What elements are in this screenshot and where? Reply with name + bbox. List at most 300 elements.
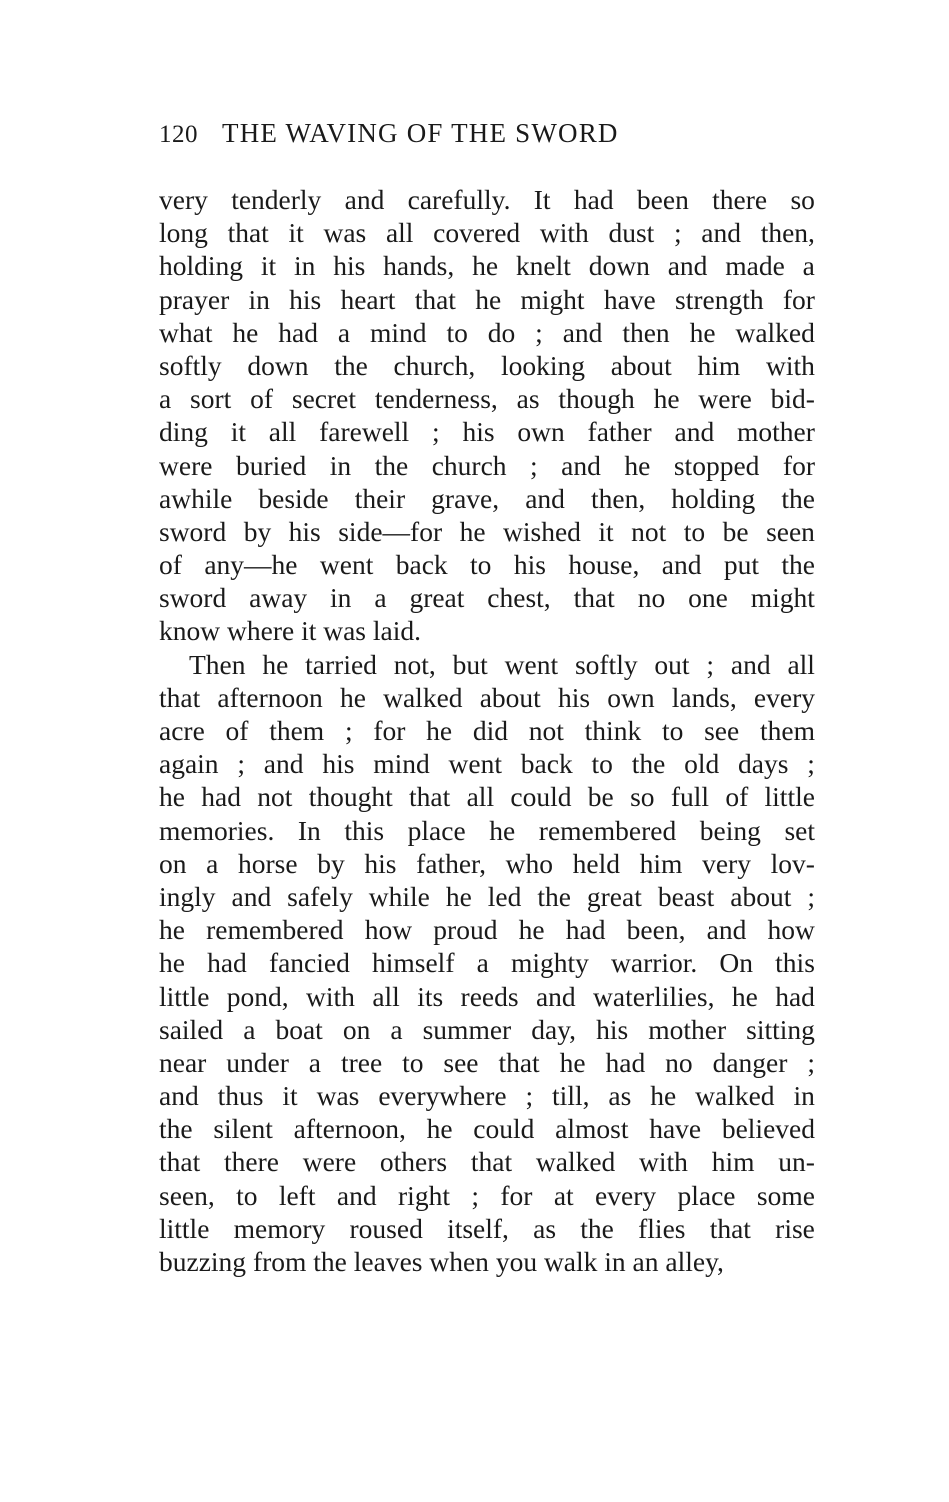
word: his	[364, 847, 397, 879]
word: safely	[287, 880, 353, 912]
word: farewell	[319, 416, 410, 448]
word: there	[712, 184, 768, 215]
word: place	[407, 814, 466, 846]
word: knelt	[515, 250, 571, 282]
word: to	[470, 549, 492, 581]
word: to	[402, 1046, 424, 1078]
word: though	[558, 383, 635, 415]
word: him	[697, 349, 741, 381]
word: mind	[373, 748, 430, 780]
word: in	[248, 283, 270, 315]
word: ;	[807, 1046, 815, 1078]
word: it	[288, 217, 304, 249]
word: old	[684, 748, 720, 780]
word: heart	[340, 283, 396, 315]
book-page	[159, 118, 815, 1278]
word: and	[159, 1080, 199, 1112]
word: covered	[433, 217, 521, 249]
word: afternoon,	[293, 1113, 406, 1145]
word: and	[661, 549, 702, 581]
word: tenderness,	[374, 383, 498, 415]
text-line	[159, 548, 815, 581]
text-line	[159, 581, 815, 614]
word: fancied	[268, 947, 350, 979]
word: on	[342, 1013, 371, 1045]
word: a	[802, 250, 815, 282]
word: as	[533, 1212, 557, 1244]
word: it	[282, 1080, 298, 1112]
word: he	[232, 316, 259, 348]
word: remembered	[538, 814, 677, 846]
word: lands,	[671, 681, 737, 713]
word: ding	[159, 416, 208, 448]
word: his	[596, 1013, 629, 1045]
word: been	[636, 184, 689, 215]
word: tree	[340, 1046, 383, 1078]
word: ingly	[159, 880, 216, 912]
text-line	[159, 283, 815, 316]
word: and	[535, 980, 576, 1012]
text-line	[159, 183, 815, 216]
word: walked	[383, 681, 463, 713]
text-line	[159, 1112, 815, 1145]
word: all	[372, 980, 400, 1012]
word: and	[667, 250, 708, 282]
word: led	[487, 880, 522, 912]
word: with	[766, 349, 815, 381]
text-line	[159, 249, 815, 282]
word: father	[587, 416, 652, 448]
word: this	[344, 814, 385, 846]
word: the	[537, 880, 571, 912]
word: of	[159, 549, 182, 581]
word: he	[489, 814, 516, 846]
word: in	[604, 1246, 633, 1277]
word: sword	[159, 582, 227, 614]
word: little	[764, 781, 815, 813]
word: ;	[673, 217, 682, 249]
word: of	[725, 781, 749, 813]
word: an	[632, 1246, 666, 1277]
word: un-	[778, 1146, 815, 1178]
word: he	[689, 316, 716, 348]
word: he	[624, 449, 651, 481]
word: and	[730, 648, 771, 680]
word: and	[562, 316, 603, 348]
word: walked	[695, 1080, 775, 1112]
word: and	[561, 449, 601, 481]
word: a	[476, 947, 489, 979]
text-line	[159, 1145, 815, 1178]
word: all	[787, 648, 815, 680]
word: softly	[574, 648, 638, 680]
word: and	[701, 217, 742, 249]
word: being	[699, 814, 761, 846]
word: secret	[291, 383, 356, 415]
word: danger	[712, 1046, 788, 1078]
word: be	[587, 781, 614, 813]
text-line	[159, 1046, 815, 1079]
word: ;	[471, 1179, 479, 1211]
word: you	[495, 1246, 544, 1277]
word: stopped	[673, 449, 760, 481]
word: might	[750, 582, 815, 614]
word: long	[159, 217, 208, 249]
word: buzzing	[159, 1246, 253, 1277]
word: any—he	[204, 549, 298, 581]
word: rise	[775, 1212, 815, 1244]
word: their	[354, 482, 406, 514]
word: awhile	[159, 482, 233, 514]
word: be	[722, 515, 749, 547]
word: down	[247, 349, 309, 381]
word: ;	[344, 715, 353, 746]
word: all	[466, 781, 495, 813]
word: church	[431, 449, 507, 481]
word: Then	[189, 648, 246, 680]
word: summer	[422, 1013, 512, 1045]
word: been,	[626, 914, 686, 946]
word: In	[297, 814, 321, 846]
word: church,	[393, 349, 476, 381]
word: roused	[349, 1212, 423, 1244]
word: the	[580, 1212, 614, 1244]
word: a	[390, 1013, 403, 1045]
word: he	[475, 283, 502, 315]
word: others	[379, 1146, 448, 1178]
word: then	[622, 316, 670, 348]
word: boat	[275, 1013, 323, 1045]
word: sailed	[159, 1013, 224, 1045]
text-line	[159, 946, 815, 979]
word: every	[753, 681, 815, 713]
word: horse	[238, 847, 298, 879]
word: as	[516, 383, 540, 415]
word: of	[250, 383, 274, 415]
text-line	[159, 316, 815, 349]
word: put	[723, 549, 759, 581]
running-title: THE WAVING OF THE SWORD	[222, 118, 619, 148]
word: his	[289, 283, 322, 315]
word: tarried	[305, 648, 377, 680]
word: a	[337, 316, 351, 348]
word: beast	[657, 880, 715, 912]
word: thus	[217, 1080, 264, 1112]
text-line	[159, 1245, 815, 1278]
word: he	[650, 1080, 677, 1112]
word: them	[269, 715, 325, 746]
word: to	[446, 316, 468, 348]
word: reeds	[460, 980, 519, 1012]
word: own	[517, 416, 565, 448]
word: buried	[235, 449, 307, 481]
word: not	[528, 715, 564, 746]
word: not	[631, 515, 667, 547]
word: a	[243, 1013, 256, 1045]
word: ;	[807, 880, 815, 912]
word: and	[525, 482, 565, 514]
word: that	[159, 1146, 201, 1178]
text-line	[159, 1079, 815, 1112]
text-line	[159, 349, 815, 382]
word: that	[414, 283, 456, 315]
word: every	[595, 1179, 657, 1211]
word: holding	[671, 482, 756, 514]
word: dust	[608, 217, 655, 249]
word: for	[782, 449, 815, 481]
word: ;	[432, 416, 440, 448]
word: in	[793, 1080, 815, 1112]
word: itself,	[447, 1212, 509, 1244]
text-line	[159, 714, 815, 747]
word: the	[631, 748, 666, 780]
word: was	[323, 615, 373, 647]
word: its	[417, 980, 444, 1012]
word: the	[334, 349, 368, 381]
word: went	[448, 748, 502, 780]
word: acre	[159, 715, 205, 746]
word: he	[445, 880, 472, 912]
word: that	[573, 582, 615, 614]
word: it	[301, 615, 324, 647]
word: days	[738, 748, 789, 780]
word: had	[207, 947, 247, 979]
word: under	[226, 1046, 289, 1078]
text-line	[159, 1179, 815, 1212]
word: of	[225, 715, 249, 746]
word: lov-	[770, 847, 815, 879]
text-line	[159, 913, 815, 946]
word: full	[670, 781, 710, 813]
word: his	[288, 515, 321, 547]
word: ;	[706, 648, 715, 680]
word: near	[159, 1046, 207, 1078]
word: them	[759, 715, 815, 746]
word: he	[159, 781, 185, 813]
word: for	[500, 1179, 533, 1211]
word: mother	[737, 416, 815, 448]
word: him	[711, 1146, 755, 1178]
word: were	[302, 1146, 357, 1178]
word: out	[654, 648, 690, 680]
word: back	[520, 748, 573, 780]
word: alley,	[665, 1246, 724, 1277]
word: for	[782, 283, 815, 315]
word: with	[639, 1146, 688, 1178]
word: to	[591, 748, 613, 780]
word: him	[639, 847, 683, 879]
word: the	[159, 1113, 193, 1145]
word: so	[790, 184, 815, 215]
word: but	[452, 648, 488, 680]
word: he	[426, 1113, 453, 1145]
word: went	[319, 549, 374, 581]
text-line	[159, 880, 815, 913]
text-line	[159, 415, 815, 448]
paragraph	[159, 183, 815, 648]
word: that	[409, 781, 451, 813]
word: then,	[590, 482, 646, 514]
word: On	[719, 947, 754, 979]
word: he	[159, 947, 185, 979]
word: seen,	[159, 1179, 215, 1211]
word: mind	[370, 316, 427, 348]
word: he	[518, 914, 545, 946]
word: ;	[525, 1080, 534, 1112]
word: bid-	[770, 383, 815, 415]
word: have	[603, 283, 656, 315]
word: and	[263, 748, 304, 780]
word: as	[608, 1080, 632, 1112]
word: back	[395, 549, 448, 581]
text-line	[159, 648, 815, 681]
word: himself	[371, 947, 455, 979]
word: and	[344, 184, 385, 215]
word: some	[756, 1179, 815, 1211]
word: strength	[675, 283, 764, 315]
word: wished	[503, 515, 581, 547]
word: all	[268, 416, 297, 448]
word: left	[278, 1179, 316, 1211]
word: walk	[543, 1246, 605, 1277]
word: to	[236, 1179, 258, 1211]
word: he	[159, 914, 185, 946]
word: on	[159, 847, 187, 879]
word: his	[513, 549, 546, 581]
word: sort	[190, 383, 232, 415]
word: ;	[807, 748, 815, 780]
text-line	[159, 482, 815, 515]
word: had	[201, 781, 241, 813]
word: how	[767, 914, 815, 946]
word: own	[607, 681, 655, 713]
word: thought	[308, 781, 393, 813]
word: the	[781, 482, 815, 514]
word: ;	[530, 449, 538, 481]
word: little	[159, 1212, 210, 1244]
word: in	[330, 582, 352, 614]
body-text	[159, 183, 815, 1278]
word: father,	[416, 847, 486, 879]
word: he	[559, 1046, 586, 1078]
word: in	[329, 449, 352, 481]
word: afternoon	[217, 681, 323, 713]
word: right	[398, 1179, 450, 1211]
word: know	[159, 615, 227, 647]
word: by	[243, 515, 272, 547]
word: could	[510, 781, 572, 813]
word: very	[702, 847, 751, 879]
word: had	[573, 184, 614, 215]
word: waterlilies,	[593, 980, 715, 1012]
word: great	[586, 880, 642, 912]
word: he	[262, 648, 289, 680]
word: looking	[500, 349, 585, 381]
word: his	[322, 748, 355, 780]
word: silent	[213, 1113, 273, 1145]
word: hands,	[383, 250, 455, 282]
word: had	[278, 316, 318, 348]
word: again	[159, 748, 219, 780]
word: made	[725, 250, 785, 282]
word: could	[473, 1113, 535, 1145]
page-number: 120	[159, 121, 198, 148]
word: were	[159, 449, 213, 481]
word: away	[249, 582, 308, 614]
word: laid.	[372, 615, 421, 647]
word: at	[553, 1179, 574, 1211]
word: it	[230, 416, 246, 448]
text-line	[159, 980, 815, 1013]
word: down	[588, 250, 650, 282]
word: have	[649, 1113, 702, 1145]
word: ;	[237, 748, 245, 780]
word: little	[159, 980, 210, 1012]
word: did	[472, 715, 509, 746]
word: a	[308, 1046, 322, 1078]
word: side—for	[338, 515, 443, 547]
word: flies	[638, 1212, 686, 1244]
word: everywhere	[378, 1080, 507, 1112]
word: his	[462, 416, 495, 448]
word: where	[227, 615, 302, 647]
word: warrior.	[611, 947, 698, 979]
word: beside	[258, 482, 329, 514]
word: great	[409, 582, 465, 614]
word: all	[385, 217, 414, 249]
word: he	[459, 515, 486, 547]
word: he	[731, 980, 758, 1012]
word: went	[504, 648, 559, 680]
word: almost	[555, 1113, 629, 1145]
word: walked	[535, 1146, 616, 1178]
word: with	[306, 980, 355, 1012]
word: that	[470, 1146, 513, 1178]
word: a	[159, 383, 172, 415]
word: tenderly	[231, 184, 322, 215]
word: not,	[393, 648, 436, 680]
word: had	[775, 980, 815, 1012]
word: pond,	[226, 980, 289, 1012]
word: memory	[233, 1212, 326, 1244]
word: a	[206, 847, 219, 879]
word: a	[374, 582, 387, 614]
text-line	[159, 515, 815, 548]
word: the	[374, 449, 409, 481]
word: how	[364, 914, 413, 946]
word: It	[533, 184, 551, 215]
word: by	[317, 847, 345, 879]
word: set	[784, 814, 815, 846]
word: till,	[552, 1080, 590, 1112]
word: walked	[735, 316, 815, 348]
word: proud	[433, 914, 498, 946]
word: he	[472, 250, 499, 282]
word: softly	[159, 349, 222, 381]
word: and	[706, 914, 747, 946]
word: day,	[531, 1013, 577, 1045]
word: had	[605, 1046, 646, 1078]
word: mother	[648, 1013, 727, 1045]
word: who	[505, 847, 554, 879]
word: carefully.	[407, 184, 511, 215]
word: while	[368, 880, 430, 912]
word: this	[775, 947, 815, 979]
word: the	[781, 549, 815, 581]
word: to	[661, 715, 684, 746]
word: the	[313, 1246, 354, 1277]
word: was	[316, 1080, 360, 1112]
